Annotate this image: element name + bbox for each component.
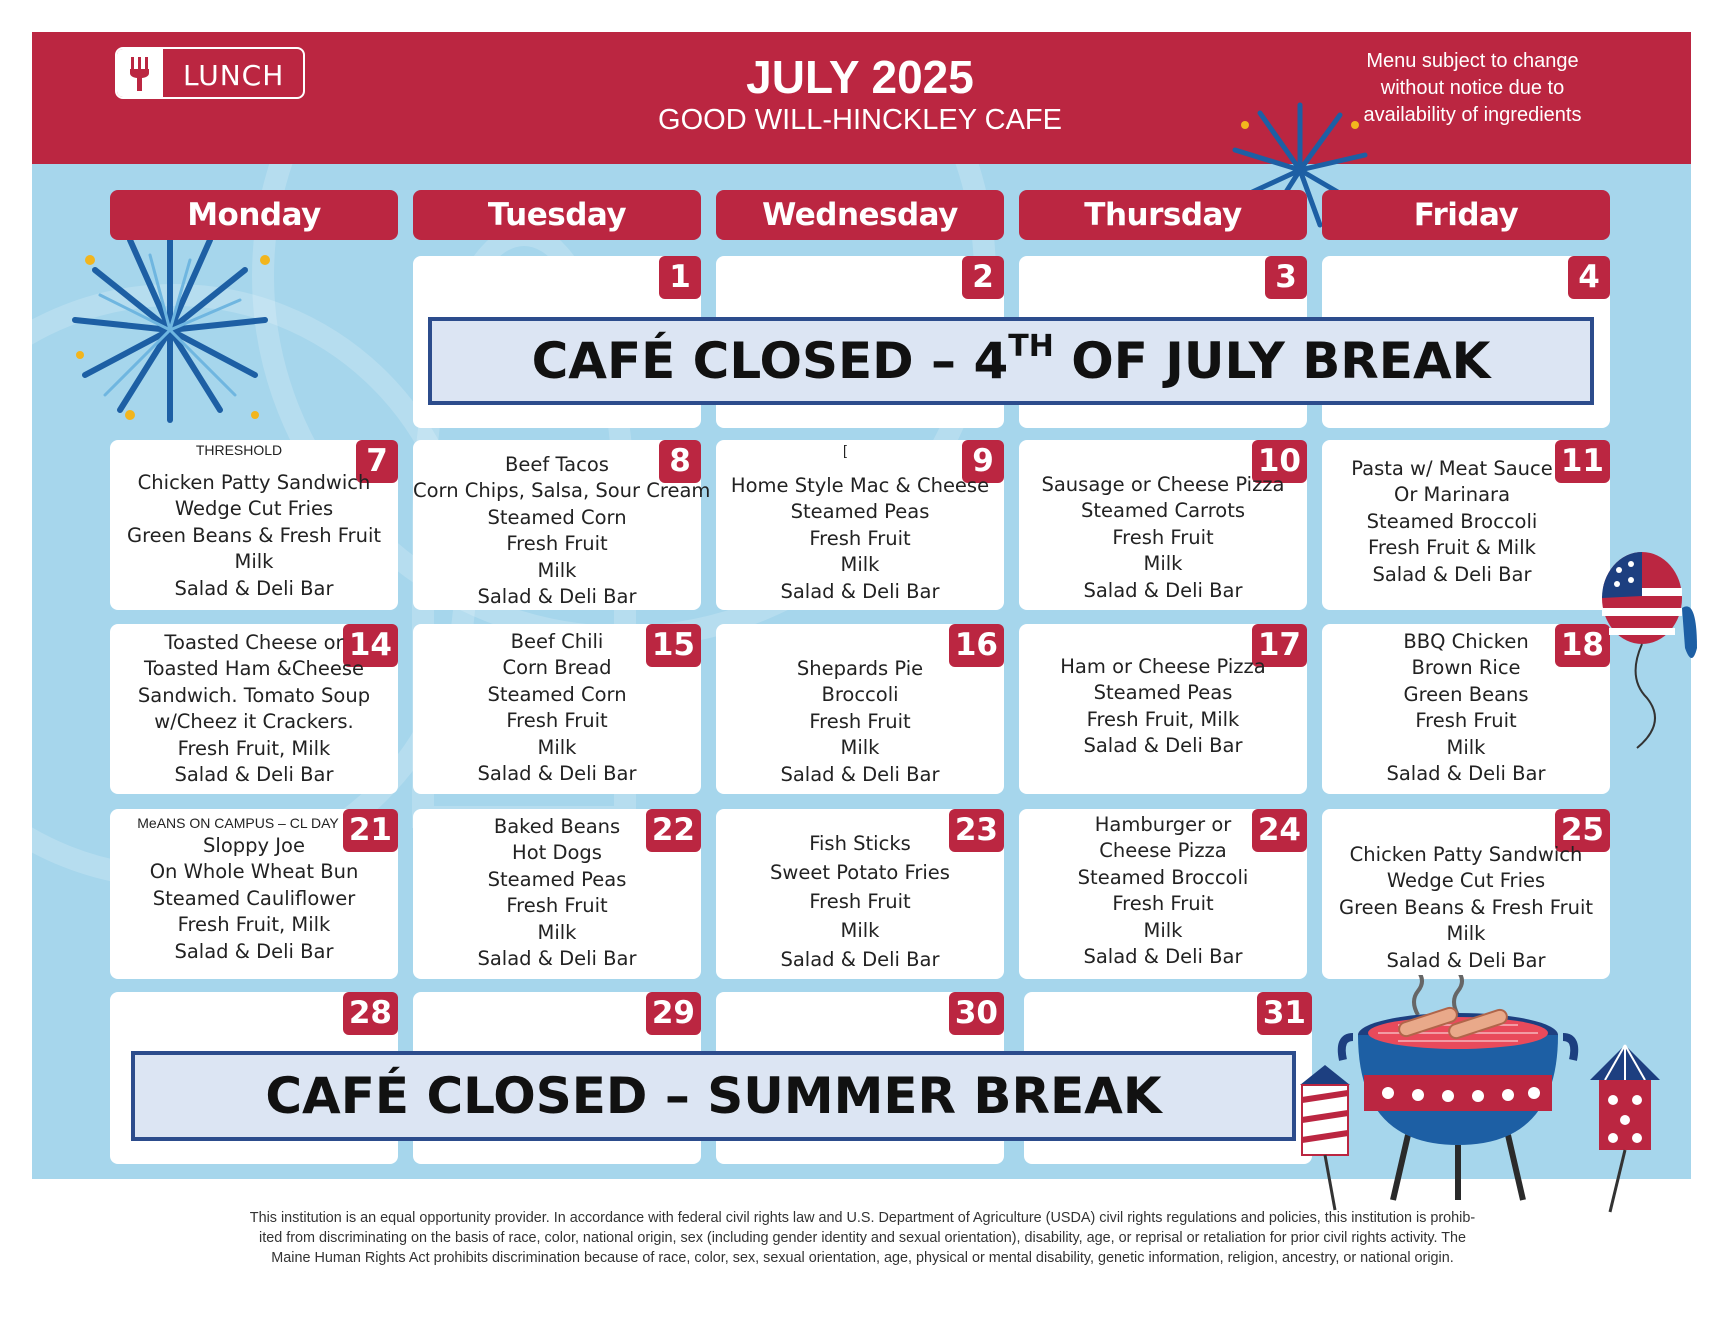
footer-line: Maine Human Rights Act prohibits discrimination because of race, color, sex, sexual orientation, age, physical or mental disability, genetic information, religion, ancestry, or national origin. — [271, 1250, 1454, 1266]
menu-items — [413, 452, 711, 610]
note-line: without notice due to — [1380, 77, 1565, 99]
menu-item: Fresh Fruit — [506, 532, 608, 556]
menu-item: Fresh Fruit, Milk — [1086, 707, 1240, 731]
menu-item: Fresh Fruit — [1112, 892, 1214, 916]
day-note: THRESHOLD — [195, 442, 283, 458]
menu-item: Green Beans & Fresh Fruit — [126, 523, 382, 547]
menu-items — [1019, 654, 1307, 760]
menu-item: Salad & Deli Bar — [477, 947, 637, 971]
day-number: 30 — [949, 992, 1004, 1035]
menu-item: Cheese Pizza — [1099, 839, 1227, 863]
menu-items — [1322, 629, 1610, 787]
banner-text: OF JULY BREAK — [1053, 332, 1491, 390]
menu-items — [1019, 812, 1307, 970]
calendar-day — [716, 624, 1004, 794]
menu-item: Salad & Deli Bar — [1083, 578, 1243, 602]
menu-items — [110, 833, 398, 965]
menu-item: Fresh Fruit — [1112, 525, 1214, 549]
day-header-friday: Friday — [1322, 190, 1610, 240]
day-number: 17 — [1252, 624, 1307, 667]
menu-item: Fresh Fruit, Milk — [177, 736, 331, 760]
day-header-thursday: Thursday — [1019, 190, 1307, 240]
day-number: 11 — [1555, 440, 1610, 483]
menu-item: Toasted Cheese or — [164, 631, 344, 654]
menu-item: Steamed Peas — [1093, 681, 1233, 705]
day-number: 25 — [1555, 809, 1610, 852]
menu-item: Brown Rice — [1411, 656, 1521, 680]
menu-item: Salad & Deli Bar — [780, 948, 940, 971]
menu-item: Corn Bread — [502, 656, 612, 680]
day-number: 9 — [962, 440, 1004, 483]
menu-items — [716, 656, 1004, 788]
footer-line: This institution is an equal opportunity provider. In accordance with federal civil rights law and U.S. Department of Agriculture (USDA) civil rights regulations and policies, this institution is prohib- — [249, 1210, 1476, 1226]
day-header-monday: Monday — [110, 190, 398, 240]
day-note: [ — [843, 442, 847, 458]
july4-closed-banner — [428, 317, 1594, 405]
note-line: availability of ingredients — [1363, 104, 1582, 126]
day-header-wednesday: Wednesday — [716, 190, 1004, 240]
day-number: 23 — [949, 809, 1004, 852]
menu-item: Steamed Cauliflower — [152, 886, 356, 910]
fireworks-icon — [60, 215, 300, 435]
calendar-day — [413, 440, 711, 610]
menu-item: Salad & Deli Bar — [780, 762, 940, 786]
menu-item: Steamed Corn — [487, 682, 627, 706]
menu-item: Shepards Pie — [796, 657, 924, 680]
menu-items — [716, 829, 1004, 974]
calendar-day — [110, 440, 398, 610]
menu-item: Ham or Cheese Pizza — [1060, 655, 1266, 678]
menu-item: Or Marinara — [1393, 483, 1511, 507]
menu-item: Milk — [840, 736, 880, 760]
menu-item: Fish Sticks — [809, 832, 911, 855]
calendar-day — [716, 440, 1004, 610]
calendar-day — [1019, 440, 1307, 610]
menu-items — [1322, 842, 1610, 974]
nondiscrimination-statement — [105, 1208, 1620, 1268]
menu-item: Wedge Cut Fries — [174, 497, 334, 521]
menu-item: Wedge Cut Fries — [1386, 869, 1546, 893]
logo-label: LUNCH — [183, 59, 285, 92]
menu-item: Steamed Corn — [487, 505, 627, 529]
day-number: 4 — [1568, 256, 1610, 299]
firecracker-icon — [1290, 1065, 1360, 1215]
menu-item: Salad & Deli Bar — [174, 939, 334, 963]
day-number: 10 — [1252, 440, 1307, 483]
menu-item: Salad & Deli Bar — [1386, 948, 1546, 972]
menu-item: Beef Chili — [510, 630, 604, 653]
day-number: 29 — [646, 992, 701, 1035]
day-number: 2 — [962, 256, 1004, 299]
day-number: 24 — [1252, 809, 1307, 852]
menu-item: Fresh Fruit — [506, 709, 608, 733]
menu-item: Chicken Patty Sandwich — [137, 471, 371, 494]
menu-item: Fresh Fruit — [809, 890, 911, 913]
day-number: 31 — [1257, 992, 1312, 1035]
menu-item: Green Beans & Fresh Fruit — [1338, 895, 1594, 919]
menu-item: Green Beans — [1403, 682, 1529, 706]
menu-item: Baked Beans — [493, 815, 621, 838]
fork-icon — [117, 49, 163, 97]
day-number: 14 — [343, 624, 398, 667]
day-header-tuesday: Tuesday — [413, 190, 701, 240]
menu-item: Fresh Fruit — [506, 894, 608, 918]
menu-item: Fresh Fruit — [809, 709, 911, 733]
menu-item: Pasta w/ Meat Sauce — [1351, 457, 1553, 480]
firecracker-icon — [1585, 1040, 1665, 1215]
menu-item: Beef Tacos — [505, 453, 609, 476]
menu-item: Milk — [840, 553, 880, 577]
menu-item: Chicken Patty Sandwich — [1349, 843, 1583, 866]
menu-item: Milk — [1143, 918, 1183, 942]
menu-item: Sausage or Cheese Pizza — [1041, 473, 1285, 496]
menu-item: On Whole Wheat Bun — [149, 860, 359, 884]
calendar-day — [110, 809, 398, 979]
menu-item: Steamed Broccoli — [1077, 865, 1249, 889]
day-number: 1 — [659, 256, 701, 299]
menu-items — [716, 473, 1004, 605]
balloon-icon — [1597, 548, 1697, 778]
calendar-day — [1019, 809, 1307, 979]
menu-item: Salad & Deli Bar — [174, 576, 334, 600]
day-number: 3 — [1265, 256, 1307, 299]
day-number: 15 — [646, 624, 701, 667]
menu-item: Salad & Deli Bar — [1372, 562, 1532, 586]
banner-superscript: TH — [1008, 329, 1054, 364]
menu-item: Steamed Peas — [790, 500, 930, 524]
day-note: MeANS ON CAMPUS – CL DAY — [137, 815, 339, 831]
footer-line: ited from discriminating on the basis of race, color, national origin, sex (including gender identity and sexual orientation), disability, age, or reprisal or retaliation for prior civil rights activity. The — [259, 1230, 1466, 1246]
menu-item: Salad & Deli Bar — [1386, 762, 1546, 786]
calendar-day — [1322, 440, 1610, 610]
menu-item: Sloppy Joe — [203, 834, 305, 857]
menu-item: Fresh Fruit — [809, 526, 911, 550]
lunch-logo — [115, 47, 305, 99]
calendar-day — [413, 809, 701, 979]
day-number: 28 — [343, 992, 398, 1035]
menu-item: Milk — [537, 735, 577, 759]
menu-item: Hamburger or — [1094, 813, 1232, 836]
menu-item: Milk — [537, 920, 577, 944]
day-number: 16 — [949, 624, 1004, 667]
menu-item: Sweet Potato Fries — [770, 861, 950, 884]
summer-closed-banner: CAFÉ CLOSED – SUMMER BREAK — [131, 1051, 1296, 1141]
menu-item: Salad & Deli Bar — [477, 585, 637, 609]
menu-item: BBQ Chicken — [1403, 630, 1529, 653]
menu-items — [413, 629, 701, 787]
menu-item: Fresh Fruit — [1415, 709, 1517, 733]
menu-items — [110, 630, 398, 788]
banner-text: CAFÉ CLOSED – 4 — [531, 332, 1009, 390]
menu-item: Toasted Ham &Cheese — [144, 657, 364, 681]
menu-item: Fresh Fruit, Milk — [177, 913, 331, 937]
day-number: 18 — [1555, 624, 1610, 667]
menu-item: Home Style Mac & Cheese — [730, 474, 990, 497]
menu-item: Hot Dogs — [512, 841, 602, 865]
menu-item: Fresh Fruit & Milk — [1368, 536, 1536, 560]
menu-item: Corn Chips, Salsa, Sour Cream — [413, 479, 711, 503]
page-title: JULY 2025 — [746, 51, 974, 103]
calendar-day — [1322, 624, 1610, 794]
day-number: 8 — [659, 440, 701, 483]
menu-item: Broccoli — [821, 683, 899, 707]
menu-item: Steamed Carrots — [1080, 499, 1246, 523]
menu-item: Steamed Peas — [487, 867, 627, 891]
menu-items — [110, 470, 398, 602]
menu-item: Salad & Deli Bar — [1083, 945, 1243, 969]
calendar-day — [716, 809, 1004, 979]
day-number: 21 — [343, 809, 398, 852]
calendar-day — [110, 624, 398, 794]
calendar-day — [413, 624, 701, 794]
day-number: 22 — [646, 809, 701, 852]
menu-item: Salad & Deli Bar — [174, 763, 334, 787]
menu-item: Milk — [1446, 922, 1486, 946]
calendar-day — [1019, 624, 1307, 794]
menu-item: Milk — [537, 558, 577, 582]
menu-item: Salad & Deli Bar — [477, 762, 637, 786]
menu-item: Salad & Deli Bar — [780, 579, 940, 603]
note-line: Menu subject to change — [1366, 50, 1579, 72]
menu-item: Milk — [234, 550, 274, 574]
calendar-day — [1322, 809, 1610, 979]
menu-item: Milk — [840, 919, 880, 942]
menu-item: Milk — [1143, 552, 1183, 576]
cafe-name: GOOD WILL-HINCKLEY CAFE — [658, 104, 1062, 136]
menu-item: Milk — [1446, 735, 1486, 759]
menu-items — [1019, 472, 1307, 604]
menu-item: Steamed Broccoli — [1366, 509, 1538, 533]
menu-item: Sandwich. Tomato Soup — [137, 683, 371, 707]
menu-item: Salad & Deli Bar — [1083, 734, 1243, 758]
menu-items — [413, 814, 701, 972]
day-number: 7 — [356, 440, 398, 483]
menu-item: w/Cheez it Crackers. — [154, 710, 354, 734]
menu-items — [1322, 456, 1582, 588]
